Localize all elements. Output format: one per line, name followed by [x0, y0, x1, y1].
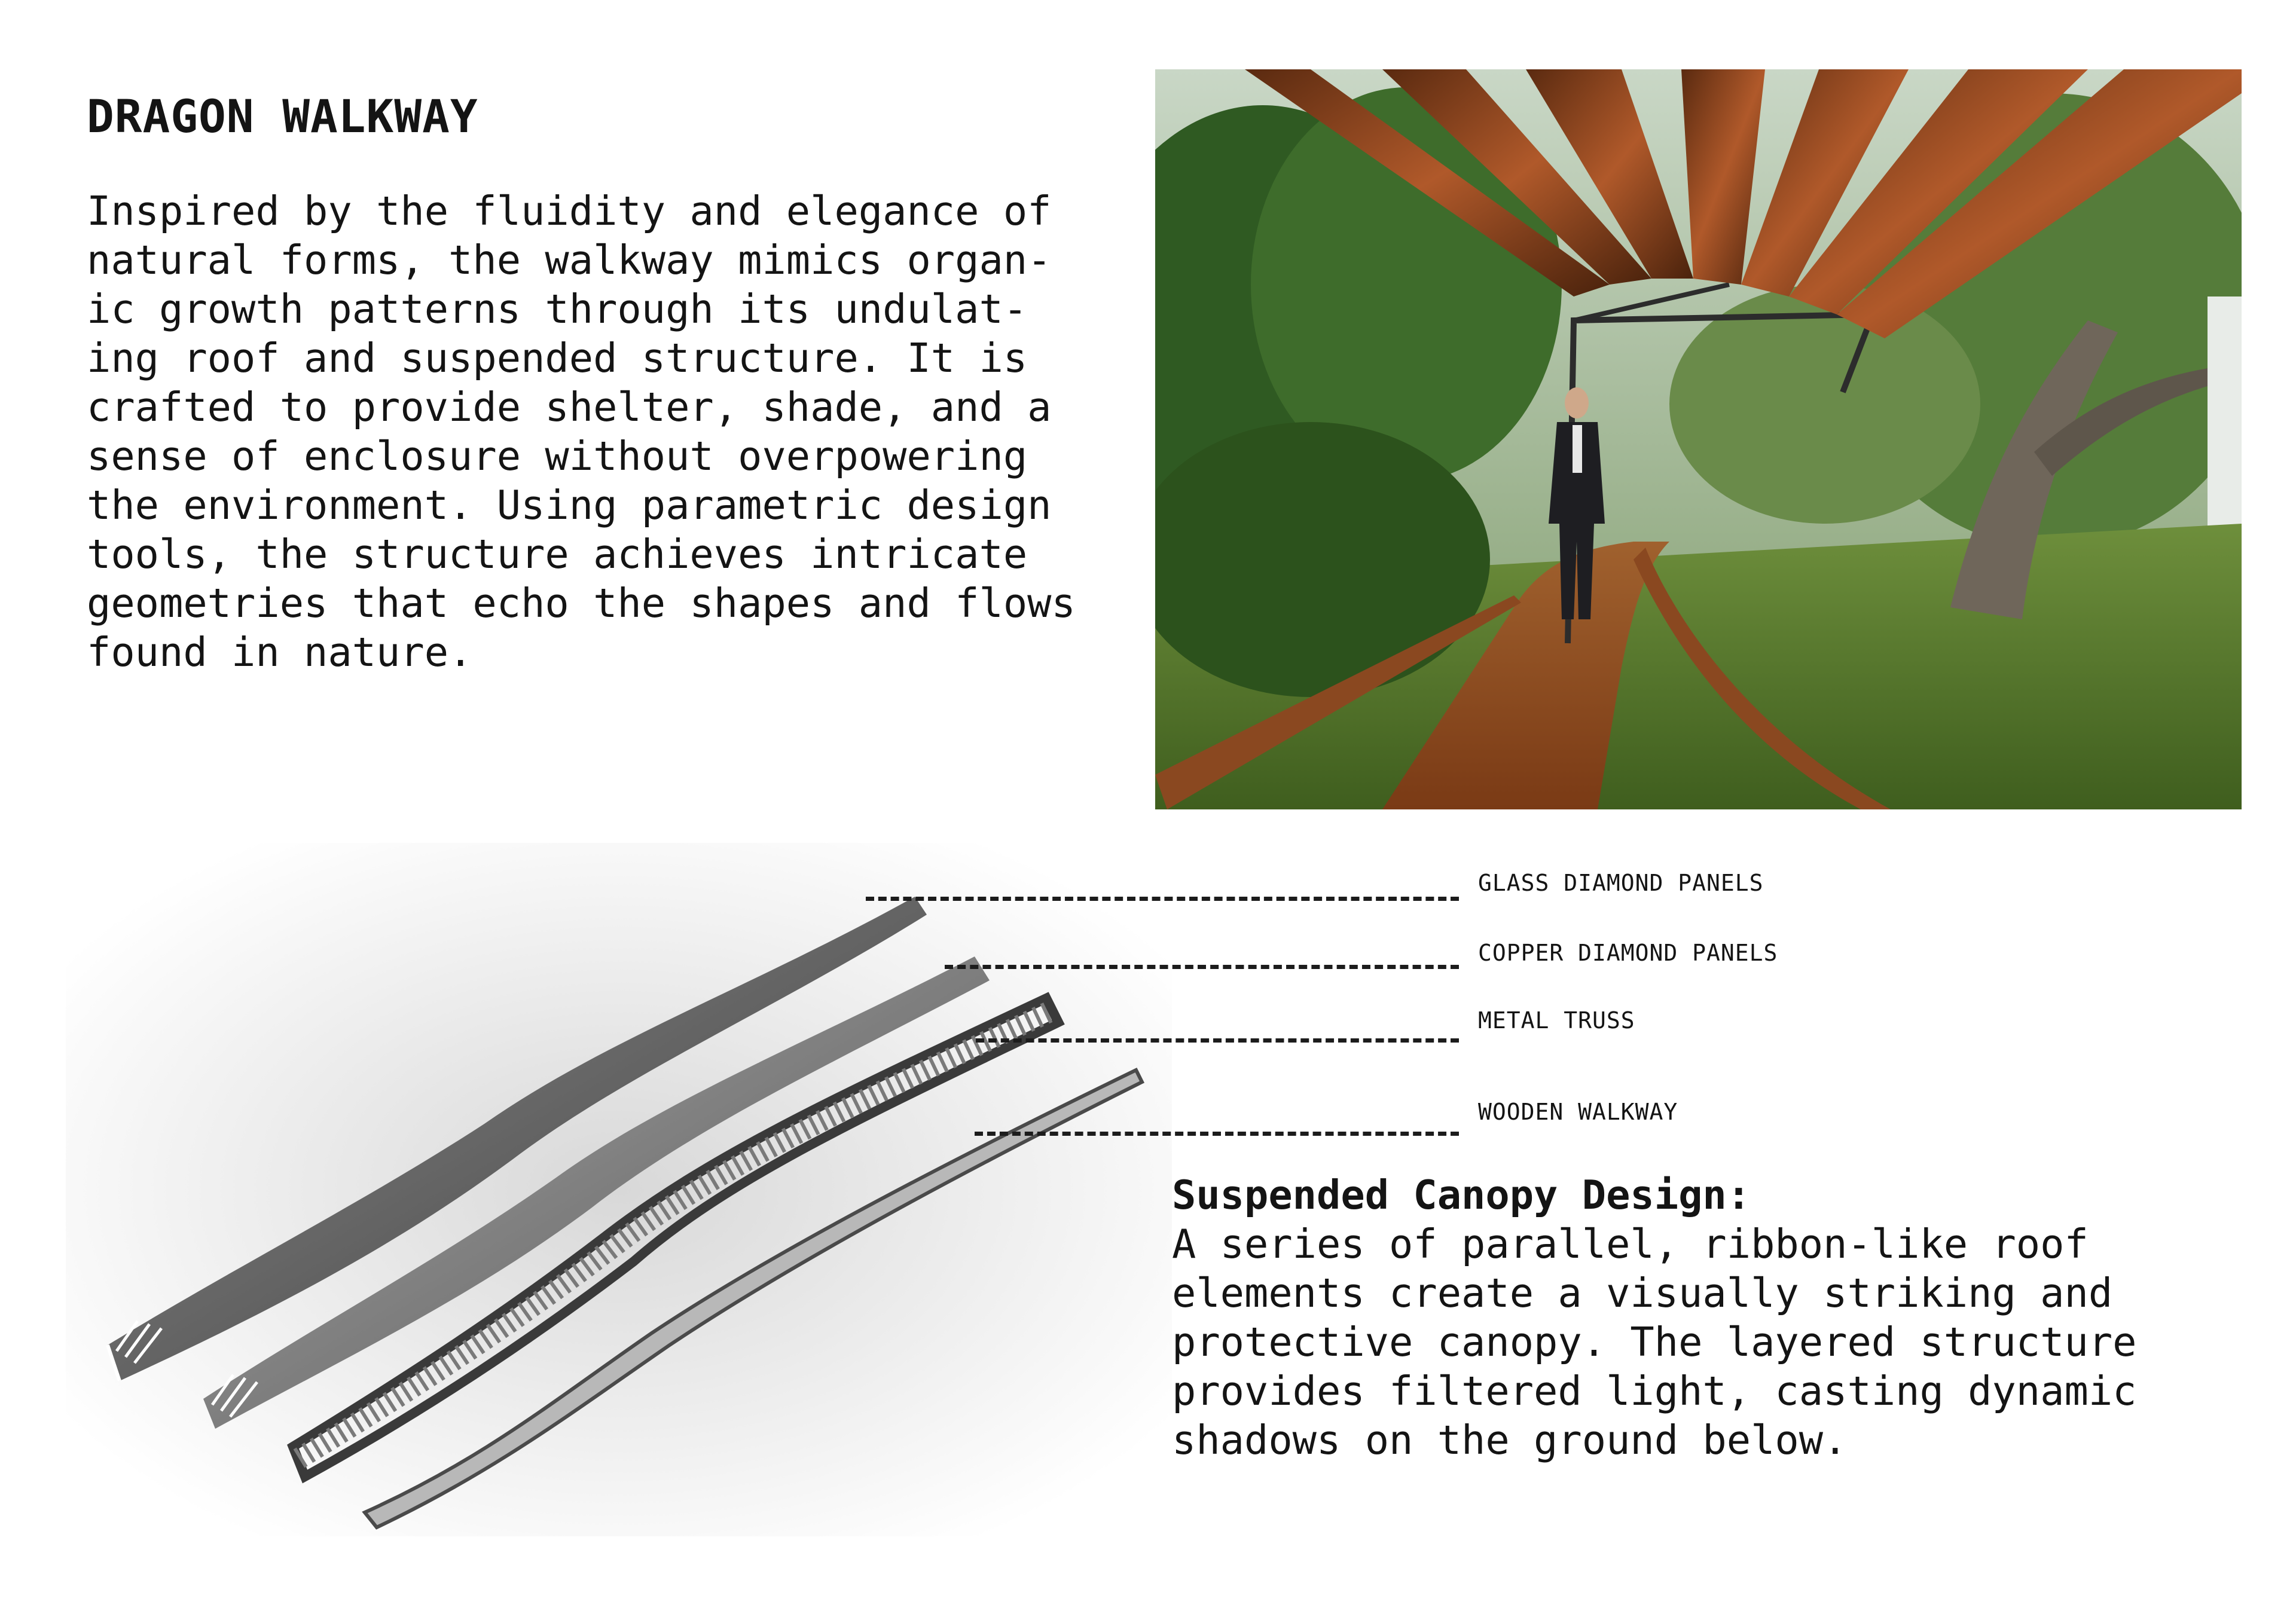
intro-line: tools, the structure achieves intricate — [87, 531, 1028, 577]
canopy-line: A series of parallel, ribbon-like roof — [1172, 1221, 2089, 1267]
label-wooden-walkway: WOODEN WALKWAY — [1478, 1099, 1678, 1125]
exploded-axonometric-diagram — [66, 843, 1172, 1536]
intro-paragraph — [87, 187, 1076, 677]
canopy-line: provides filtered light, casting dynamic — [1172, 1368, 2137, 1414]
label-copper-diamond-panels: COPPER DIAMOND PANELS — [1478, 940, 1778, 966]
intro-line: ing roof and suspended structure. It is — [87, 335, 1028, 381]
canopy-line: shadows on the ground below. — [1172, 1417, 1848, 1463]
intro-line: ic growth patterns through its undulat- — [87, 286, 1028, 332]
label-glass-diamond-panels: GLASS DIAMOND PANELS — [1478, 870, 1764, 896]
page-title: DRAGON WALKWAY — [87, 90, 478, 143]
leader-line-glass — [866, 897, 1459, 901]
intro-line: geometries that echo the shapes and flows — [87, 580, 1076, 626]
intro-line: sense of enclosure without overpowering — [87, 433, 1028, 479]
canopy-line: protective canopy. The layered structure — [1172, 1319, 2137, 1365]
leader-line-copper — [945, 965, 1459, 969]
intro-line: found in nature. — [87, 629, 473, 676]
label-metal-truss: METAL TRUSS — [1478, 1007, 1635, 1034]
intro-line: natural forms, the walkway mimics organ- — [87, 237, 1052, 283]
intro-line: Inspired by the fluidity and elegance of — [87, 188, 1052, 234]
leader-line-truss — [976, 1038, 1459, 1043]
walkway-render-image — [1155, 69, 2242, 809]
intro-line: the environment. Using parametric design — [87, 482, 1052, 528]
canopy-heading: Suspended Canopy Design: — [1172, 1172, 1751, 1218]
canopy-line: elements create a visually striking and — [1172, 1270, 2113, 1316]
canopy-description — [1172, 1170, 2137, 1465]
intro-line: crafted to provide shelter, shade, and a — [87, 384, 1052, 430]
leader-line-walkway — [975, 1132, 1459, 1136]
